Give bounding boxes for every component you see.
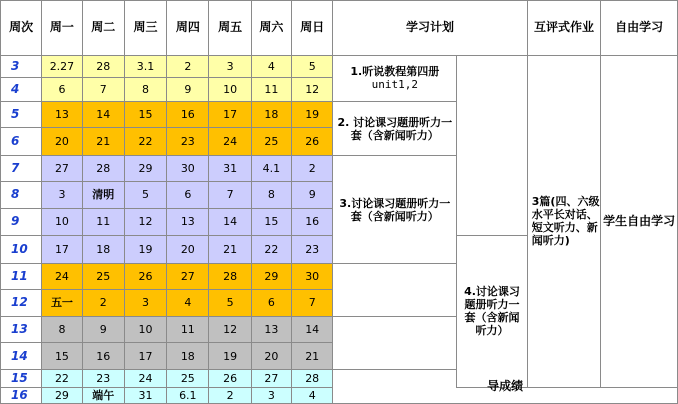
day-cell: 27 <box>42 155 82 181</box>
day-cell: 17 <box>209 102 251 127</box>
day-cell: 23 <box>82 370 124 387</box>
day-cell: 7 <box>209 182 251 208</box>
day-cell: 26 <box>292 127 333 155</box>
plan-item-1-line1: 1.听说教程第四册 <box>350 65 440 79</box>
plan-empty-cell <box>333 264 457 317</box>
day-cell: 10 <box>124 316 166 342</box>
day-cell: 24 <box>209 127 251 155</box>
holiday-cell: 五一 <box>42 289 82 316</box>
plan-spacer <box>457 55 528 235</box>
week-number: 7 <box>1 155 42 181</box>
day-cell: 20 <box>167 235 209 263</box>
day-cell: 27 <box>167 264 209 289</box>
day-cell: 3 <box>124 289 166 316</box>
day-cell: 2 <box>167 55 209 77</box>
plan-empty-cell <box>333 316 457 370</box>
day-cell: 13 <box>251 316 291 342</box>
day-cell: 29 <box>42 387 82 403</box>
day-cell: 3 <box>42 182 82 208</box>
day-cell: 6 <box>251 289 291 316</box>
plan-item-3: 3.讨论课习题册听力一套（含新闻听力） <box>333 155 457 263</box>
week-number: 14 <box>1 343 42 370</box>
day-cell: 18 <box>82 235 124 263</box>
day-cell: 8 <box>42 316 82 342</box>
day-cell: 28 <box>209 264 251 289</box>
day-cell: 17 <box>42 235 82 263</box>
day-cell: 5 <box>209 289 251 316</box>
week-number: 6 <box>1 127 42 155</box>
week-row <box>1 55 678 77</box>
week-number: 15 <box>1 370 42 387</box>
day-cell: 23 <box>167 127 209 155</box>
day-cell: 28 <box>292 370 333 387</box>
day-cell: 12 <box>209 316 251 342</box>
day-cell: 19 <box>292 102 333 127</box>
day-cell: 22 <box>124 127 166 155</box>
day-cell: 28 <box>82 155 124 181</box>
week-number: 13 <box>1 316 42 342</box>
day-cell: 26 <box>209 370 251 387</box>
self-study-text: 学生自由学习 <box>601 55 678 387</box>
day-cell: 9 <box>292 182 333 208</box>
header-tue: 周二 <box>82 1 124 56</box>
day-cell: 6 <box>42 77 82 101</box>
day-cell: 15 <box>251 208 291 235</box>
day-cell: 20 <box>42 127 82 155</box>
day-cell: 16 <box>82 343 124 370</box>
day-cell: 3.1 <box>124 55 166 77</box>
day-cell: 20 <box>251 343 291 370</box>
header-self-study: 自由学习 <box>601 1 678 56</box>
day-cell: 2.27 <box>42 55 82 77</box>
day-cell: 21 <box>292 343 333 370</box>
day-cell: 19 <box>209 343 251 370</box>
day-cell: 14 <box>209 208 251 235</box>
day-cell: 11 <box>251 77 291 101</box>
week-number: 4 <box>1 77 42 101</box>
day-cell: 29 <box>124 155 166 181</box>
day-cell: 31 <box>124 387 166 403</box>
day-cell: 9 <box>82 316 124 342</box>
header-sat: 周六 <box>251 1 291 56</box>
plan-item-2: 2. 讨论课习题册听力一套（含新闻听力） <box>333 102 457 156</box>
day-cell: 10 <box>209 77 251 101</box>
day-cell: 2 <box>209 387 251 403</box>
week-number: 12 <box>1 289 42 316</box>
day-cell: 21 <box>209 235 251 263</box>
day-cell: 26 <box>124 264 166 289</box>
day-cell: 11 <box>167 316 209 342</box>
week-number: 3 <box>1 55 42 77</box>
day-cell: 12 <box>292 77 333 101</box>
day-cell: 10 <box>42 208 82 235</box>
day-cell: 16 <box>292 208 333 235</box>
day-cell: 3 <box>251 387 291 403</box>
day-cell: 29 <box>251 264 291 289</box>
day-cell: 5 <box>124 182 166 208</box>
header-week: 周次 <box>1 1 42 56</box>
day-cell: 24 <box>42 264 82 289</box>
week-number: 16 <box>1 387 42 403</box>
day-cell: 9 <box>167 77 209 101</box>
day-cell: 15 <box>42 343 82 370</box>
day-cell: 25 <box>82 264 124 289</box>
day-cell: 5 <box>292 55 333 77</box>
day-cell: 6 <box>167 182 209 208</box>
day-cell: 24 <box>124 370 166 387</box>
day-cell: 6.1 <box>167 387 209 403</box>
peer-homework-text: 3篇(四、六级水平长对话、短文听力、新闻听力) <box>527 55 601 387</box>
day-cell: 8 <box>124 77 166 101</box>
plan-item-1 <box>333 55 457 102</box>
week-number: 11 <box>1 264 42 289</box>
day-cell: 2 <box>292 155 333 181</box>
plan-item-4: 4.讨论课习题册听力一套（含新闻听力） <box>457 235 528 387</box>
day-cell: 3 <box>209 55 251 77</box>
day-cell: 18 <box>251 102 291 127</box>
day-cell: 16 <box>167 102 209 127</box>
day-cell: 21 <box>82 127 124 155</box>
day-cell: 8 <box>251 182 291 208</box>
week-number: 9 <box>1 208 42 235</box>
day-cell: 31 <box>209 155 251 181</box>
day-cell: 13 <box>42 102 82 127</box>
day-cell: 4 <box>251 55 291 77</box>
header-sun: 周日 <box>292 1 333 56</box>
holiday-cell: 端午 <box>82 387 124 403</box>
day-cell: 23 <box>292 235 333 263</box>
day-cell: 2 <box>82 289 124 316</box>
holiday-cell: 清明 <box>82 182 124 208</box>
week-number: 10 <box>1 235 42 263</box>
header-wed: 周三 <box>124 1 166 56</box>
day-cell: 27 <box>251 370 291 387</box>
day-cell: 30 <box>167 155 209 181</box>
header-mon: 周一 <box>42 1 82 56</box>
day-cell: 13 <box>167 208 209 235</box>
day-cell: 4 <box>167 289 209 316</box>
day-cell: 7 <box>82 77 124 101</box>
week-row <box>1 370 678 387</box>
week-number: 8 <box>1 182 42 208</box>
day-cell: 7 <box>292 289 333 316</box>
day-cell: 15 <box>124 102 166 127</box>
day-cell: 11 <box>82 208 124 235</box>
final-grades-cell: 导成绩 <box>333 370 678 404</box>
day-cell: 25 <box>251 127 291 155</box>
header-fri: 周五 <box>209 1 251 56</box>
day-cell: 28 <box>82 55 124 77</box>
week-number: 5 <box>1 102 42 127</box>
day-cell: 17 <box>124 343 166 370</box>
day-cell: 18 <box>167 343 209 370</box>
day-cell: 30 <box>292 264 333 289</box>
day-cell: 14 <box>82 102 124 127</box>
plan-item-1-line2: unit1,2 <box>371 78 418 92</box>
day-cell: 22 <box>42 370 82 387</box>
day-cell: 25 <box>167 370 209 387</box>
day-cell: 4.1 <box>251 155 291 181</box>
day-cell: 4 <box>292 387 333 403</box>
header-peer-homework: 互评式作业 <box>527 1 601 56</box>
header-thu: 周四 <box>167 1 209 56</box>
day-cell: 12 <box>124 208 166 235</box>
day-cell: 22 <box>251 235 291 263</box>
day-cell: 14 <box>292 316 333 342</box>
header-plan: 学习计划 <box>333 1 527 56</box>
header-row <box>1 1 678 56</box>
day-cell: 19 <box>124 235 166 263</box>
